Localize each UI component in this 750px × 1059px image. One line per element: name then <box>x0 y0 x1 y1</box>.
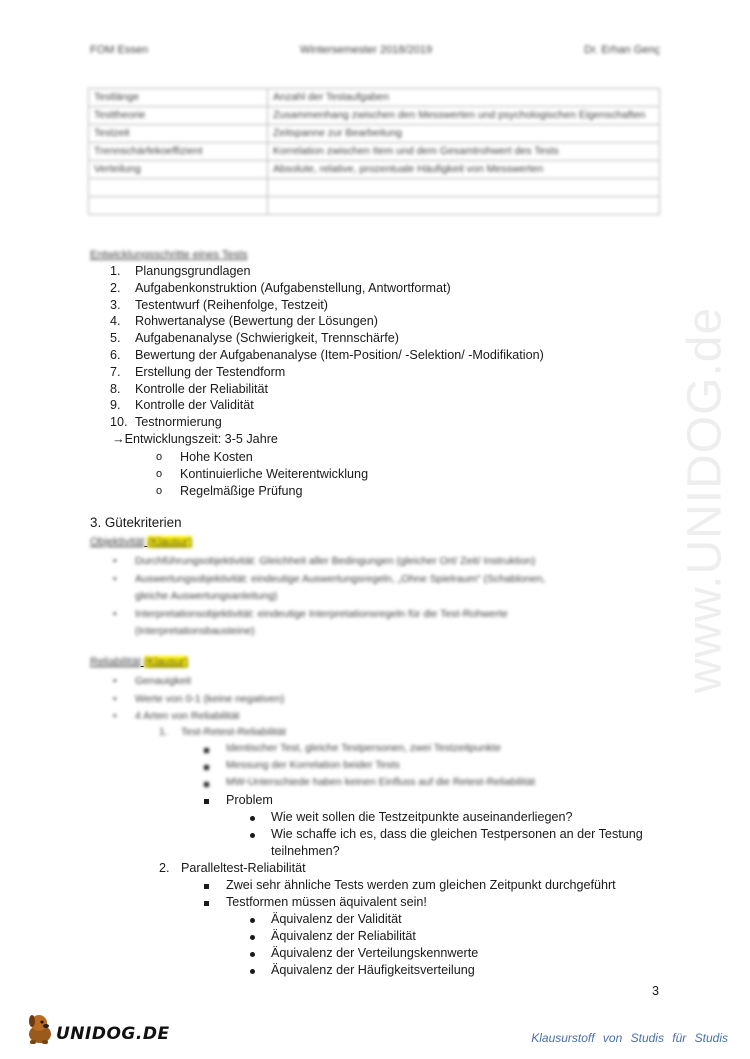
list-text: Interpretationsobjektivität: eindeutige Interpretationsregeln für die Test-Rohwerte <box>135 607 508 620</box>
table-row <box>89 107 660 125</box>
reliability-label: Reliabilität <box>90 656 141 668</box>
list-number: 8. <box>110 381 121 396</box>
watermark <box>680 270 730 730</box>
table-cell: Verteilung <box>89 161 268 179</box>
table-row <box>89 161 660 179</box>
retest-number: 1. <box>159 726 168 738</box>
list-text: Regelmäßige Prüfung <box>180 484 303 498</box>
bullet-icon <box>250 969 255 974</box>
list-text: Erstellung der Testendform <box>135 364 286 379</box>
table-cell <box>268 197 660 215</box>
bullet-icon: • <box>113 710 117 722</box>
list-text: Äquivalenz der Validität <box>271 912 402 926</box>
list-text: Testentwurf (Reihenfolge, Testzeit) <box>135 297 328 312</box>
list-number: 9. <box>110 398 121 413</box>
table-cell: Testlänge <box>89 89 268 107</box>
bullet-icon: • <box>113 572 117 585</box>
header-left: FOM Essen <box>90 44 149 56</box>
unidog-logo <box>22 1012 170 1046</box>
list-number: 5. <box>110 331 121 346</box>
table-cell: Trennschärfekoeffizient <box>89 143 268 161</box>
square-bullet-icon <box>204 901 209 906</box>
watermark-text: www.UNIDOG.de <box>678 306 732 694</box>
list-text: Kontrolle der Reliabilität <box>135 381 269 396</box>
circle-bullet-icon: o <box>156 451 163 463</box>
list-text: Äquivalenz der Häufigkeitsverteilung <box>271 963 475 977</box>
list-text: Äquivalenz der Verteilungskennwerte <box>271 946 479 960</box>
table-cell <box>268 179 660 197</box>
reliability-heading <box>90 656 188 668</box>
section-title: 3. Gütekriterien <box>90 515 182 530</box>
table-row <box>89 179 660 197</box>
circle-bullet-icon: o <box>156 468 163 480</box>
square-bullet-icon <box>204 765 209 770</box>
list-number: 6. <box>110 347 121 362</box>
square-bullet-icon <box>204 782 209 787</box>
list-text: Messung der Korrelation beider Tests <box>226 759 400 771</box>
table-cell: Zusammenhang zwischen den Messwerten und psychologischen Eigenschaften <box>268 107 660 125</box>
list-text: Aufgabenanalyse (Schwierigkeit, Trennschärfe) <box>135 331 399 346</box>
list-text: Rohwertanalyse (Bewertung der Lösungen) <box>135 314 378 329</box>
list-text: Identischer Test, gleiche Testpersonen, zwei Testzeitpunkte <box>226 742 501 754</box>
table-cell: Anzahl der Testaufgaben <box>268 89 660 107</box>
bullet-icon: • <box>113 555 117 567</box>
terms-table <box>88 88 660 215</box>
bullet-icon <box>250 833 255 838</box>
list-text: Testnormierung <box>135 415 222 430</box>
list-text: Bewertung der Aufgabenanalyse (Item-Position/ -Selektion/ -Modifikation) <box>135 347 544 362</box>
list-text: Durchführungsobjektivität: Gleichheit aller Bedingungen (gleicher Ort/ Zeit/ Instruktion) <box>135 555 536 567</box>
table-cell: Absolute, relative, prozentuale Häufigkeit von Messwerten <box>268 161 660 179</box>
square-bullet-icon <box>204 799 209 804</box>
table-cell: Zeitspanne zur Bearbeitung <box>268 125 660 143</box>
table-row <box>89 125 660 143</box>
exam-tag: (Klausur) <box>143 656 189 668</box>
table-cell: Testzeit <box>89 125 268 143</box>
logo-text: UNIDOG.DE <box>56 1024 170 1044</box>
square-bullet-icon <box>204 884 209 889</box>
table-row <box>89 143 660 161</box>
list-text: Auswertungsobjektivität: eindeutige Auswertungsregeln, „Ohne Spielraum“ (Schablonen, <box>135 572 546 585</box>
list-text-continuation: teilnehmen? <box>271 844 340 858</box>
list-text: Genauigkeit <box>135 675 192 687</box>
list-number: 2. <box>110 280 121 295</box>
bullet-icon <box>250 952 255 957</box>
list-text: Werte von 0-1 (keine negativen) <box>135 692 285 705</box>
bullet-icon: • <box>113 607 117 620</box>
footer-tagline: Klausurstoff von Studis für Studis <box>531 1031 728 1045</box>
page-header <box>90 44 660 62</box>
table-row <box>89 89 660 107</box>
header-right: Dr. Erhan Genç <box>584 44 660 56</box>
table-cell <box>89 179 268 197</box>
list-text: Zwei sehr ähnliche Tests werden zum gleichen Zeitpunkt durchgeführt <box>226 878 616 892</box>
table-cell: Korrelation zwischen Item und dem Gesamtrohwert des Tests <box>268 143 660 161</box>
list-text: 4 Arten von Reliabilität <box>135 710 240 722</box>
list-text: MW-Unterschiede haben keinen Einfluss auf die Retest-Reliabilität <box>226 776 536 788</box>
development-time: →Entwicklungszeit: 3-5 Jahre <box>112 432 278 446</box>
dog-icon <box>22 1012 58 1046</box>
bullet-icon <box>250 935 255 940</box>
list-number: 4. <box>110 314 121 329</box>
table-cell <box>89 197 268 215</box>
list-text: Wie weit sollen die Testzeitpunkte auseinanderliegen? <box>271 810 573 824</box>
parallel-title: Paralleltest-Reliabilität <box>181 861 306 875</box>
list-number: 7. <box>110 364 121 379</box>
list-text: Äquivalenz der Reliabilität <box>271 929 416 943</box>
retest-title: Test-Retest-Reliabilität <box>181 726 287 738</box>
list-text: (Interpretationsbausteine) <box>135 625 255 637</box>
list-text: Planungsgrundlagen <box>135 264 251 278</box>
list-text: gleiche Auswertungsanleitung) <box>135 590 278 602</box>
header-center: Wintersemester 2018/2019 <box>300 44 433 56</box>
list-text: Aufgabenkonstruktion (Aufgabenstellung, Antwortformat) <box>135 280 451 295</box>
bullet-icon: • <box>113 692 117 705</box>
list-text: Kontinuierliche Weiterentwicklung <box>180 467 369 481</box>
table-cell: Testtheorie <box>89 107 268 125</box>
objectivity-heading <box>90 536 192 548</box>
table-row <box>89 197 660 215</box>
bullet-icon <box>250 918 255 923</box>
list-text: Wie schaffe ich es, dass die gleichen Testpersonen an der Testung <box>271 827 643 841</box>
list-number: 1. <box>110 264 121 278</box>
list-text: Hohe Kosten <box>180 450 253 464</box>
exam-tag: (Klausur) <box>147 536 193 548</box>
parallel-number: 2. <box>159 861 170 875</box>
list-text: Testformen müssen äquivalent sein! <box>226 895 427 909</box>
list-number: 3. <box>110 297 121 312</box>
bullet-icon <box>250 816 255 821</box>
objectivity-label: Objektivität <box>90 536 145 548</box>
square-bullet-icon <box>204 748 209 753</box>
list-text: Kontrolle der Validität <box>135 398 254 413</box>
circle-bullet-icon: o <box>156 485 163 497</box>
page-number: 3 <box>652 984 660 998</box>
bullet-icon: • <box>113 675 117 687</box>
list-number: 10. <box>110 415 128 430</box>
problem-label: Problem <box>226 793 273 807</box>
development-heading: Entwicklungsschritte eines Tests <box>90 249 248 261</box>
